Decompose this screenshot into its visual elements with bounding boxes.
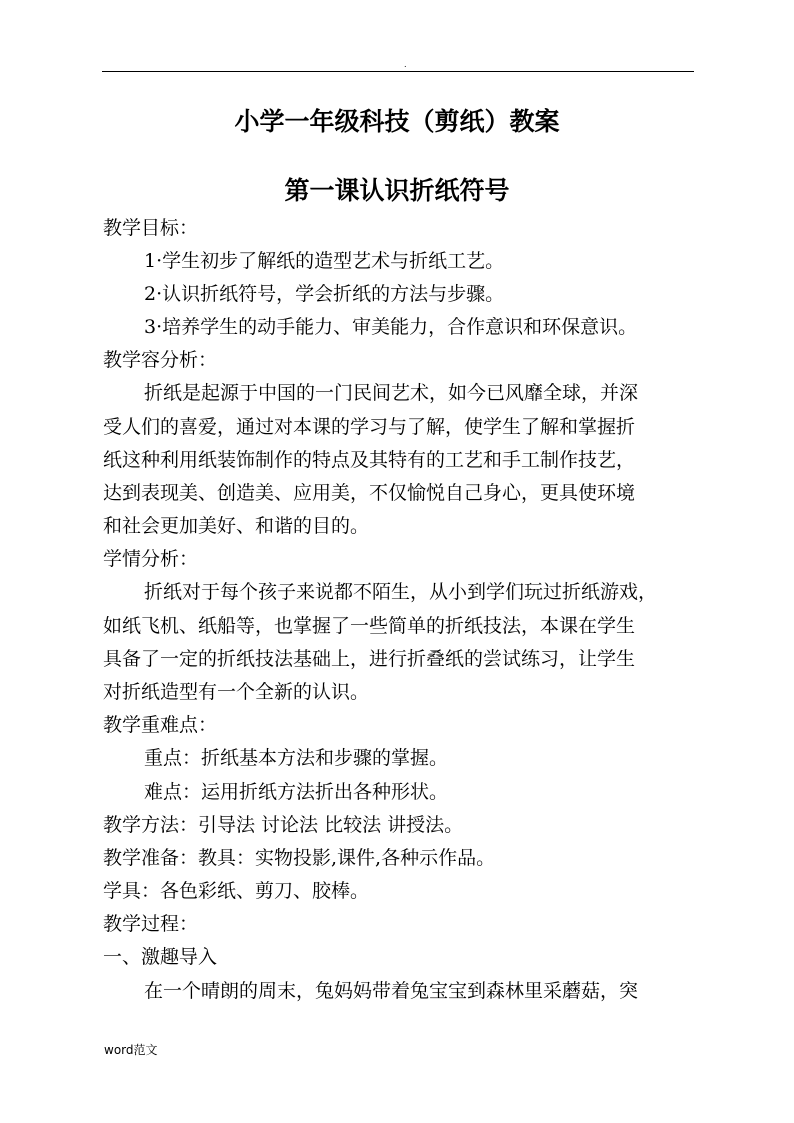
paragraph-line: 纸这种利用纸装饰制作的特点及其特有的工艺和手工制作技艺， — [103, 449, 636, 471]
difficult-point: 难点：运用折纸方法折出各种形状。 — [144, 781, 449, 803]
page-footer: word范文 — [104, 1043, 158, 1057]
teaching-preparation: 教学准备：教具：实物投影,课件,各种示作品。 — [103, 847, 496, 869]
paragraph-line: 具备了一定的折纸技法基础上，进行折叠纸的尝试练习，让学生 — [103, 648, 636, 670]
paragraph-line: 在一个晴朗的周末，兔妈妈带着兔宝宝到森林里采蘑菇，突 — [144, 980, 639, 1002]
document-title: 小学一年级科技（剪纸）教案 — [234, 107, 560, 136]
section-heading-content-analysis: 教学容分析： — [103, 349, 218, 371]
paragraph-line: 和社会更加美好、和谐的目的。 — [103, 515, 370, 537]
section-heading-key-points: 教学重难点： — [103, 714, 218, 736]
objective-3: 3·培养学生的动手能力、审美能力，合作意识和环保意识。 — [144, 316, 638, 338]
objective-1: 1·学生初步了解纸的造型艺术与折纸工艺。 — [144, 250, 505, 272]
section-heading-objectives: 教学目标： — [103, 217, 199, 239]
student-materials: 学具：各色彩纸、剪刀、胶棒。 — [103, 880, 370, 902]
lesson-title: 第一课认识折纸符号 — [284, 176, 510, 205]
paragraph-line: 折纸是起源于中国的一门民间艺术，如今已风靡全球，并深 — [144, 382, 639, 404]
header-rule — [102, 71, 694, 72]
header-mark: . — [404, 60, 407, 69]
paragraph-line: 达到表现美、创造美、应用美，不仅愉悦自己身心，更具使环境 — [103, 482, 636, 504]
paragraph-line: 折纸对于每个孩子来说都不陌生，从小到学们玩过折纸游戏， — [144, 581, 658, 603]
teaching-methods: 教学方法：引导法 讨论法 比较法 讲授法。 — [103, 814, 464, 836]
paragraph-line: 如纸飞机、纸船等，也掌握了一些简单的折纸技法，本课在学生 — [103, 615, 636, 637]
paragraph-line: 受人们的喜爱，通过对本课的学习与了解，使学生了解和掌握折 — [103, 416, 636, 438]
section-heading-teaching-process: 教学过程： — [103, 913, 199, 935]
step-heading-introduction: 一、激趣导入 — [103, 946, 218, 968]
objective-2: 2·认识折纸符号，学会折纸的方法与步骤。 — [144, 283, 505, 305]
key-point: 重点：折纸基本方法和步骤的掌握。 — [144, 747, 449, 769]
section-heading-learner-analysis: 学情分析： — [103, 548, 199, 570]
paragraph-line: 对折纸造型有一个全新的认识。 — [103, 681, 370, 703]
